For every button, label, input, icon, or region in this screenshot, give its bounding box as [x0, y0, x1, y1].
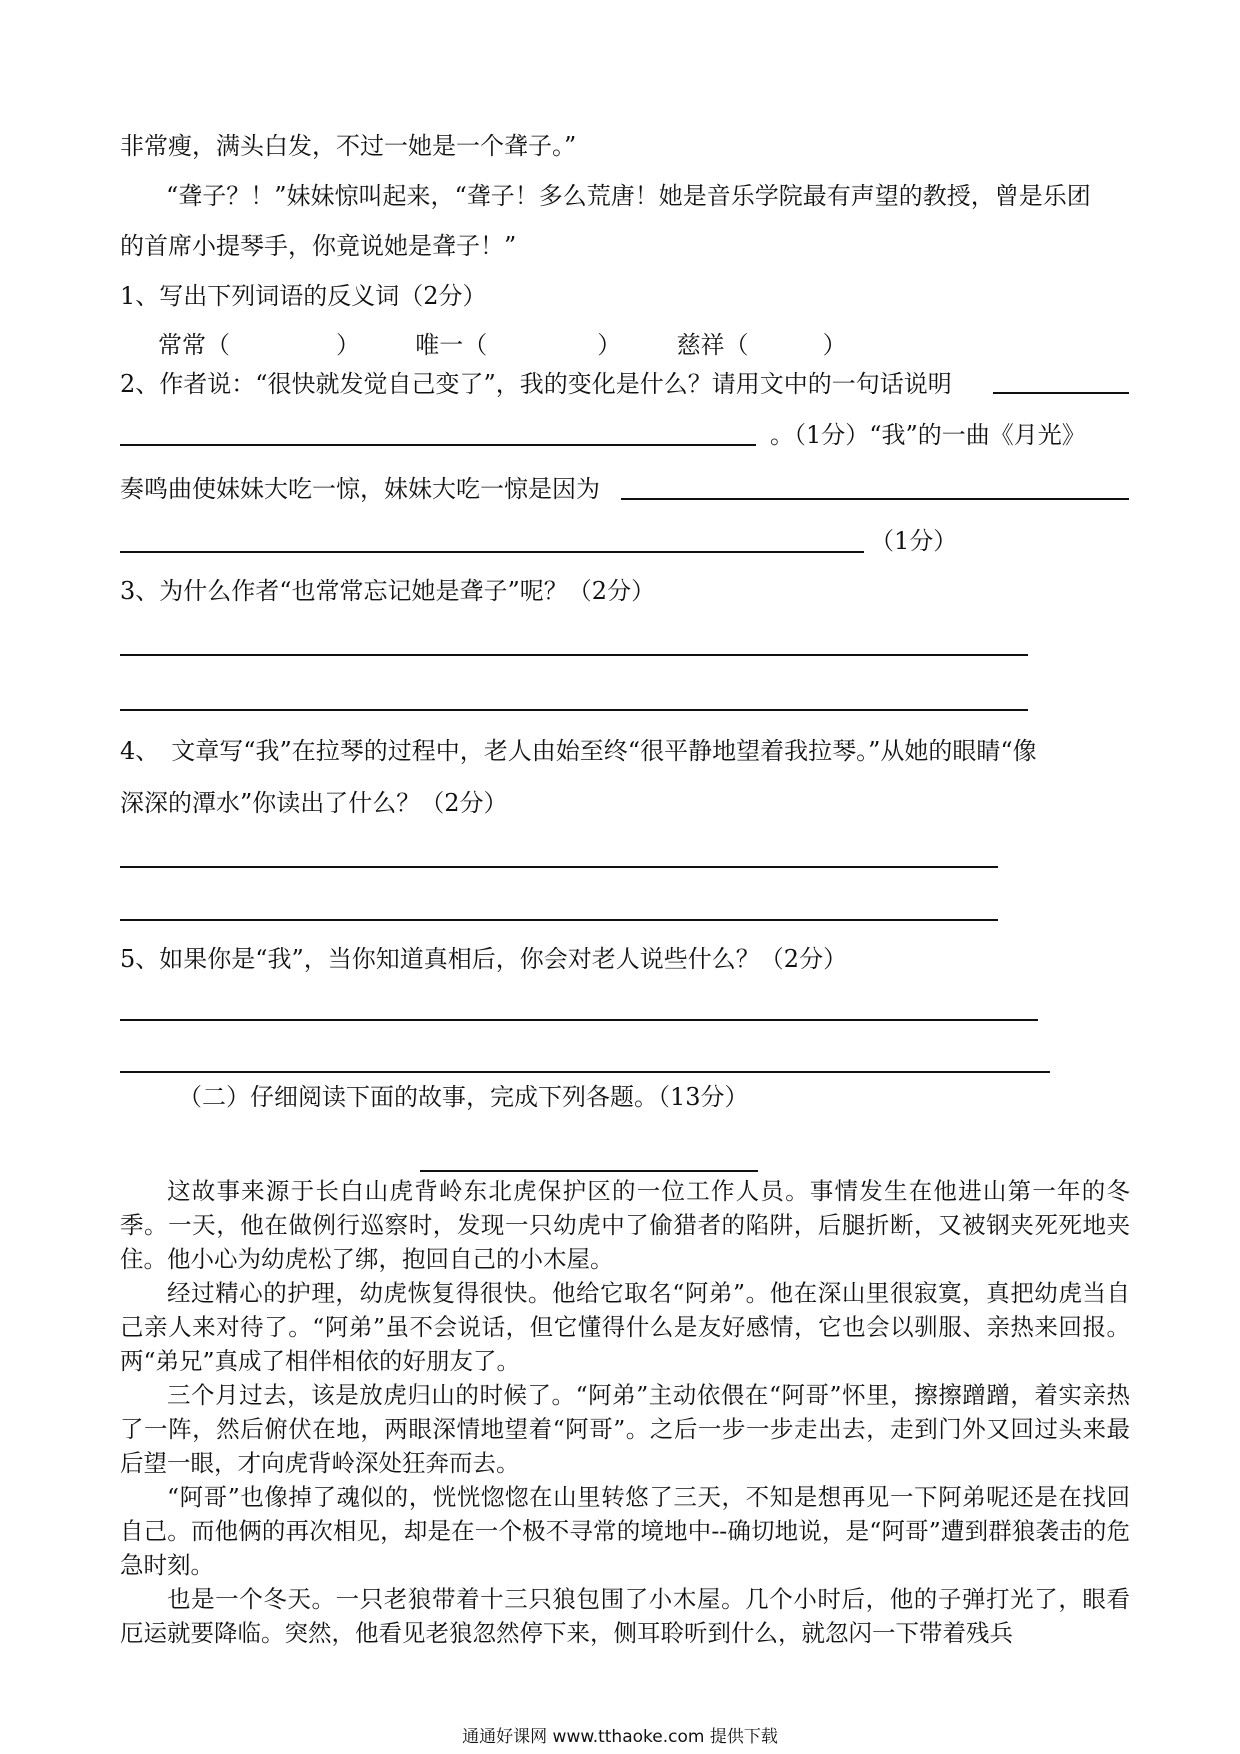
story-text [120, 1174, 1130, 1650]
answer-line-3a[interactable] [120, 654, 1028, 656]
antonym-word-1: 常常（ [158, 331, 230, 359]
story-paragraph-4: “阿哥”也像掉了魂似的，恍恍惚惚在山里转悠了三天，不知是想再见一下阿弟呢还是在找回自己。而他俩的再次相见，却是在一个极不寻常的境地中--确切地说，是“阿哥”遭到群狼袭击的危急时刻。 [120, 1483, 1130, 1579]
answer-line-4a[interactable] [120, 866, 998, 868]
answer-line-2a[interactable] [993, 392, 1129, 394]
question-4: 4、 文章写“我”在拉琴的过程中，老人由始至终“很平静地望着我拉琴。”从她的眼睛“像 [120, 737, 1037, 765]
answer-line-3b[interactable] [120, 709, 1028, 711]
passage-line-2: “聋子？！”妹妹惊叫起来，“聋子！多么荒唐！她是音乐学院最有声望的教授，曾是乐团 [166, 182, 1091, 210]
antonym-word-2: 唯一（ [415, 331, 488, 359]
answer-line-5b[interactable] [120, 1071, 1050, 1073]
question-2-part-3: 奏鸣曲使妹妹大吃一惊，妹妹大吃一惊是因为 [120, 475, 600, 503]
question-4-line-2: 深深的潭水”你读出了什么？（2分） [120, 789, 508, 817]
story-paragraph-2: 经过精心的护理，幼虎恢复得很快。他给它取名“阿弟”。他在深山里很寂寞，真把幼虎当自己亲人来对待了。“阿弟”虽不会说话，但它懂得什么是友好感情，它也会以驯服、亲热来回报。两“弟兄”真成了相伴相依的好朋友了。 [120, 1279, 1130, 1375]
answer-line-2d[interactable] [120, 551, 864, 553]
antonym-close-3: ） [822, 331, 847, 359]
antonym-word-3: 慈祥（ [676, 331, 749, 359]
question-2-part-2: 。（1分）“我”的一曲《月光》 [770, 421, 1086, 449]
answer-line-2c[interactable] [621, 498, 1129, 500]
story-paragraph-5: 也是一个冬天。一只老狼带着十三只狼包围了小木屋。几个小时后，他的子弹打光了，眼看厄运就要降临。突然，他看见老狼忽然停下来，侧耳聆听到什么，就忽闪一下带着残兵 [120, 1585, 1130, 1647]
antonym-close-1: ） [336, 331, 360, 359]
antonym-close-2: ） [597, 331, 622, 359]
question-1: 1、写出下列词语的反义词（2分） [120, 282, 487, 310]
story-title-line[interactable] [420, 1170, 758, 1172]
section-2-heading: （二）仔细阅读下面的故事，完成下列各题。（13分） [178, 1083, 749, 1111]
question-2: 2、作者说：“很快就发觉自己变了”，我的变化是什么？请用文中的一句话说明 [120, 370, 952, 398]
antonym-row [158, 330, 847, 360]
question-3: 3、为什么作者“也常常忘记她是聋子”呢？（2分） [120, 577, 656, 605]
answer-line-4b[interactable] [120, 919, 998, 921]
answer-line-5a[interactable] [120, 1019, 1038, 1021]
story-paragraph-3: 三个月过去，该是放虎归山的时候了。“阿弟”主动依偎在“阿哥”怀里，擦擦蹭蹭，着实亲热了一阵，然后俯伏在地，两眼深情地望着“阿哥”。之后一步一步走出去，走到门外又回过头来最后望一眼，才向虎背岭深处狂奔而去。 [120, 1381, 1130, 1477]
passage-line-1: 非常瘦，满头白发，不过一她是一个聋子。” [120, 132, 577, 160]
passage-line-3: 的首席小提琴手，你竟说她是聋子！” [120, 232, 517, 260]
question-5: 5、如果你是“我”，当你知道真相后，你会对老人说些什么？（2分） [120, 945, 848, 973]
question-2-part-4: （1分） [870, 527, 958, 555]
story-paragraph-1: 这故事来源于长白山虎背岭东北虎保护区的一位工作人员。事情发生在他进山第一年的冬季。一天，他在做例行巡察时，发现一只幼虎中了偷猎者的陷阱，后腿折断，又被钢夹死死地夹住。他小心为幼虎松了绑，抱回自己的小木屋。 [120, 1177, 1130, 1273]
answer-line-2b[interactable] [120, 444, 756, 446]
page-footer: 通通好课网 www.tthaoke.com 提供下载 [462, 1727, 778, 1747]
